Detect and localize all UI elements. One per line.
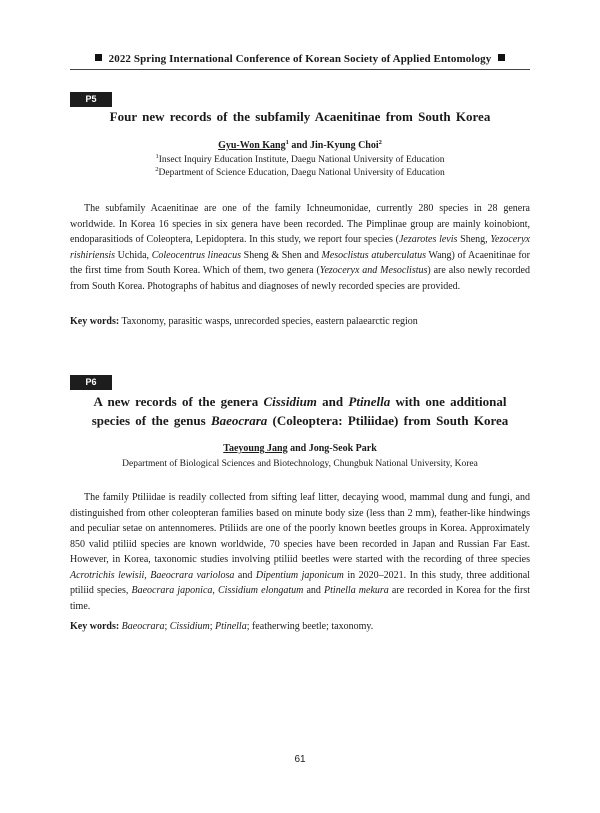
square-bullet-icon — [95, 54, 102, 61]
italic-taxon: Mesoclistus atuberculatus — [321, 249, 426, 261]
presenting-author: Taeyoung Jang — [223, 443, 288, 454]
paper-authors-p6 — [70, 443, 530, 454]
italic-taxon: Baeocrara — [121, 621, 165, 632]
italic-taxon: Cissidium — [169, 621, 210, 632]
paper-badge-p5: P5 — [70, 92, 112, 107]
header-divider — [70, 69, 530, 70]
presenting-author: Gyu-Won Kang — [218, 140, 286, 151]
keywords-label: Key words: — [70, 316, 120, 327]
paper-title-p5: Four new records of the subfamily Acaenitinae from South Korea — [109, 109, 491, 124]
affiliation-line: $^1$Insect Inquiry Education Institute, Daegu National University of Education — [155, 153, 445, 165]
italic-taxon: Coleocentrus lineacus — [151, 249, 242, 261]
co-author: and Jong-Seok Park — [287, 443, 377, 454]
square-bullet-icon — [498, 54, 505, 61]
paper-affiliations-p5 — [70, 154, 530, 180]
keywords-list: Taxonomy, parasitic wasps, unrecorded species, eastern palaearctic region — [119, 316, 418, 327]
keywords-label: Key words: — [70, 621, 120, 632]
italic-taxon: Baeocrara — [210, 413, 268, 428]
page-number: 61 — [294, 754, 306, 765]
italic-taxon: Yezoceryx and Mesoclistus — [319, 265, 428, 276]
italic-taxon: Dipentium japonicum — [255, 569, 344, 581]
keywords-p5 — [70, 315, 530, 329]
paper-title-p6: A new records of the genera Cissidium and Ptinella with one additional species of the genus Baeocrara (Coleoptera: Ptiliidae) from South Korea — [91, 394, 509, 428]
conference-title: 2022 Spring International Conference of Korean Society of Applied Entomology — [108, 53, 492, 65]
italic-taxon: Cissidium — [263, 394, 317, 409]
italic-taxon: Ptinella mekura — [324, 585, 389, 596]
italic-taxon: Acrotrichis lewisii — [70, 569, 145, 581]
italic-taxon: Cissidium elongatum — [218, 585, 304, 596]
italic-taxon: Baeocrara japonica — [131, 585, 213, 596]
keywords-p6 — [70, 620, 530, 634]
italic-taxon: Ptinella — [348, 394, 391, 409]
abstract-p6: The family Ptiliidae is readily collected from sifting leaf litter, decaying wood, mammal dung and fungi, and distinguished from other coleopteran families based on minute body size (less than 2 mm), feather-like hindwings and peculiar setae on antennomeres. Ptiliids are one of the poorly known beetles groups in Korea. Approximately 850 valid ptiliid species are known worldwide, 70 species have been recorded in Japan and Russian Far East. However, in Korea, taxonomic studies involving ptiliid beetles were started with the recording of three species Acrotrichis lewisii, Baeocrara variolosa and Dipentium japonicum in 2020–2021. In this study, three additional ptiliid species, Baeocrara japonica, Cissidium elongatum and Ptinella mekura are recorded in Korea for the first time. — [70, 492, 530, 612]
italic-taxon: Jezarotes levis — [398, 234, 458, 245]
co-author: and Jin-Kyung Choi — [288, 140, 379, 151]
paper-badge-p6: P6 — [70, 375, 112, 390]
conference-header — [70, 53, 530, 65]
italic-taxon: Yezoceryx rishiriensis — [70, 234, 530, 261]
abstract-p5: The subfamily Acaenitinae are one of the family Ichneumonidae, currently 280 species in 28 genera worldwide. In Korea 16 species in six genera have been recorded. The Pimplinae group are mainly koinobiont, endoparasitiods of Coleoptera, Lepidoptera. In this study, we report four species (Jezarotes levis Sheng, Yezoceryx rishiriensis Uchida, Coleocentrus lineacus Sheng & Shen and Mesoclistus atuberculatus Wang) of Acaenitinae for the first time from South Korea. Which of them, two genera (Yezoceryx and Mesoclistus) are also newly recorded from South Korea. Photographs of habitus and diagnoses of newly recorded species are provided. — [70, 203, 530, 292]
italic-taxon: Baeocrara variolosa — [150, 569, 235, 581]
paper-affiliation-p6: Department of Biological Sciences and Biotechnology, Chungbuk National University, Korea — [122, 459, 478, 469]
italic-taxon: Ptinella — [215, 621, 247, 632]
keywords-list: Baeocrara; Cissidium; Ptinella; featherwing beetle; taxonomy. — [121, 621, 374, 632]
paper-authors-p5: Gyu-Won Kang$^1$ and Jin-Kyung Choi$^2$ — [218, 139, 382, 151]
affiliation-line: $^2$Department of Science Education, Daegu National University of Education — [155, 166, 445, 178]
